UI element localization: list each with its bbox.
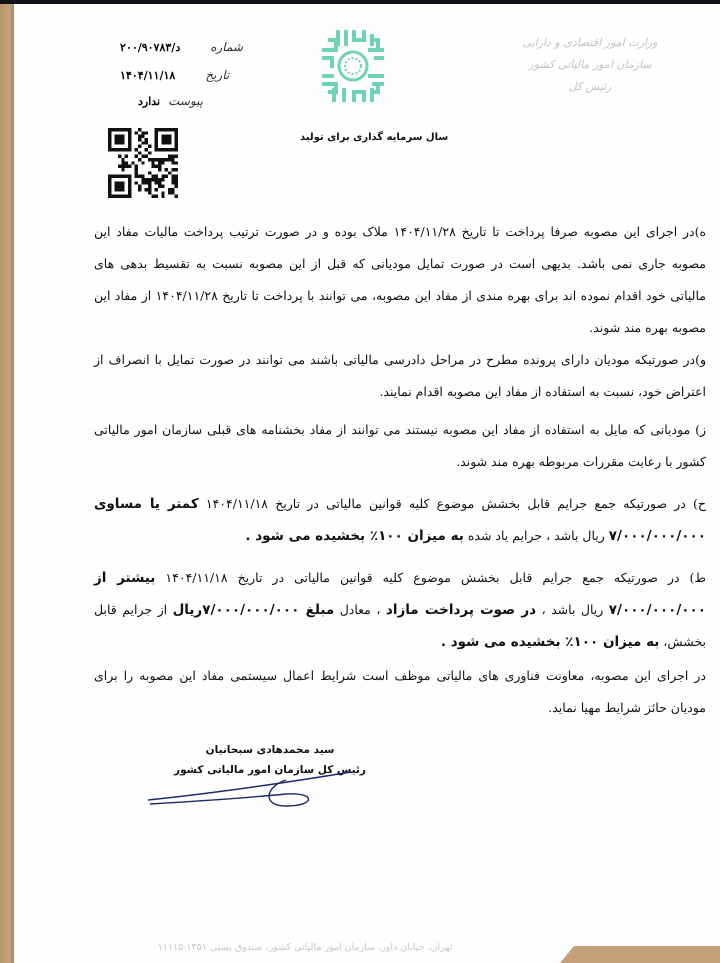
paragraph-final: در اجرای این مصوبه، معاونت فناوری های مالیاتی موظف است شرایط اعمال سیستمی مفاد این مصوبه را برای مودیان حائز شرایط مهیا نماید. [94, 668, 706, 715]
issuer-line-head: رئیس کل [568, 80, 612, 93]
attachment-value: ندارد [138, 94, 161, 108]
letter-attachment [138, 94, 203, 108]
emphasis-text: مبلغ ۷/۰۰۰/۰۰۰/۰۰۰ریال [172, 602, 335, 618]
body-text-segment: ریال باشد ، جرایم یاد شده [463, 528, 609, 543]
paragraph-ze: ز) مودیانی که مایل به استفاده از مفاد این مصوبه نیستند می توانند از مفاد بخشنامه های قبلی سازمان امور مالیاتی کشور با رعایت مقررات مربوطه بهره مند شوند. [94, 422, 706, 469]
signatory-name: سید محمدهادی سبحانیان [205, 744, 335, 756]
body-text-segment: ح) در صورتیکه جمع جرایم قابل بخشش موضوع کلیه قوانین مالیاتی در تاریخ ۱۴۰۴/۱۱/۱۸ [198, 496, 706, 511]
number-label: شماره [210, 40, 243, 54]
date-label: تاریخ [205, 68, 230, 82]
emphasis-text: به میزان ۱۰۰٪ بخشیده می شود . [440, 634, 660, 650]
attachment-label: پیوست [168, 94, 204, 108]
year-slogan: سال سرمایه گذاری برای تولید [300, 132, 449, 143]
letter-date [120, 68, 229, 82]
body-text-segment: ط) در صورتیکه جمع جرایم قابل بخشش موضوع کلیه قوانین مالیاتی در تاریخ ۱۴۰۴/۱۱/۱۸ [155, 570, 706, 585]
signature-stroke-icon [146, 770, 356, 810]
issuer-header [520, 32, 660, 98]
footer-address: تهران، خیابان داور، سازمان امور مالیاتی کشور، صندوق پستی ۱۴۵۱-۱۱۱۱۵ [157, 942, 453, 953]
date-value: ۱۴۰۴/۱۱/۱۸ [120, 68, 176, 82]
paragraph-he: ه)در اجرای این مصوبه صرفا پرداخت تا تاریخ ۱۴۰۴/۱۱/۲۸ ملاک بوده و در صورت ترتیب پرداخت مالیات مفاد این مصوبه جاری نمی باشد. بدیهی است در صورت تمایل مودیانی که قبل از این مصوبه نسبت به تقسیط بدهی های مالیاتی خود اقدام نموده اند برای بهره مندی از مفاد این مصوبه، می توانند با پرداخت تا تاریخ ۱۴۰۴/۱۱/۲۸ از مفاد این مصوبه بهره مند شوند. [94, 224, 707, 335]
emphasis-text: کمتر یا مساوی ۷/۰۰۰/۰۰۰/۰۰۰ [94, 496, 706, 544]
tax-organization-logo-icon [318, 26, 388, 106]
number-value: د/۲۰۰/۹۰۷۸۳ [120, 40, 181, 54]
paragraph-he2 [94, 488, 706, 552]
emphasis-text: بیشتر از ۷/۰۰۰/۰۰۰/۰۰۰ [94, 570, 706, 618]
issuer-line-ministry: وزارت امور اقتصادی و دارایی [522, 36, 658, 49]
signatory-title: رئیس کل سازمان امور مالیاتی کشور [174, 764, 366, 776]
emphasis-text: در صوت پرداخت مازاد [385, 602, 537, 618]
qr-code-icon[interactable] [108, 128, 178, 198]
paper-left-edge [0, 4, 14, 963]
letter-number [120, 40, 243, 54]
issuer-line-organization: سازمان امور مالیاتی کشور [528, 58, 652, 71]
paragraph-ta [94, 562, 706, 658]
footer-decorative-band [560, 946, 720, 963]
body-text-segment: از جرایم قابل بخشش، [94, 602, 706, 649]
body-text-segment: ریال باشد ، [536, 602, 609, 617]
emphasis-text: به میزان ۱۰۰٪ بخشیده می شود . [245, 528, 464, 544]
paragraph-vav: و)در صورتیکه مودیان دارای پرونده مطرح در مراحل دادرسی مالیاتی باشند می توانند در صورت تمایل با انصراف از اعتراض خود، نسبت به استفاده از مفاد این مصوبه اقدام نمایند. [94, 352, 706, 399]
body-text-segment: ، معادل [334, 602, 386, 617]
